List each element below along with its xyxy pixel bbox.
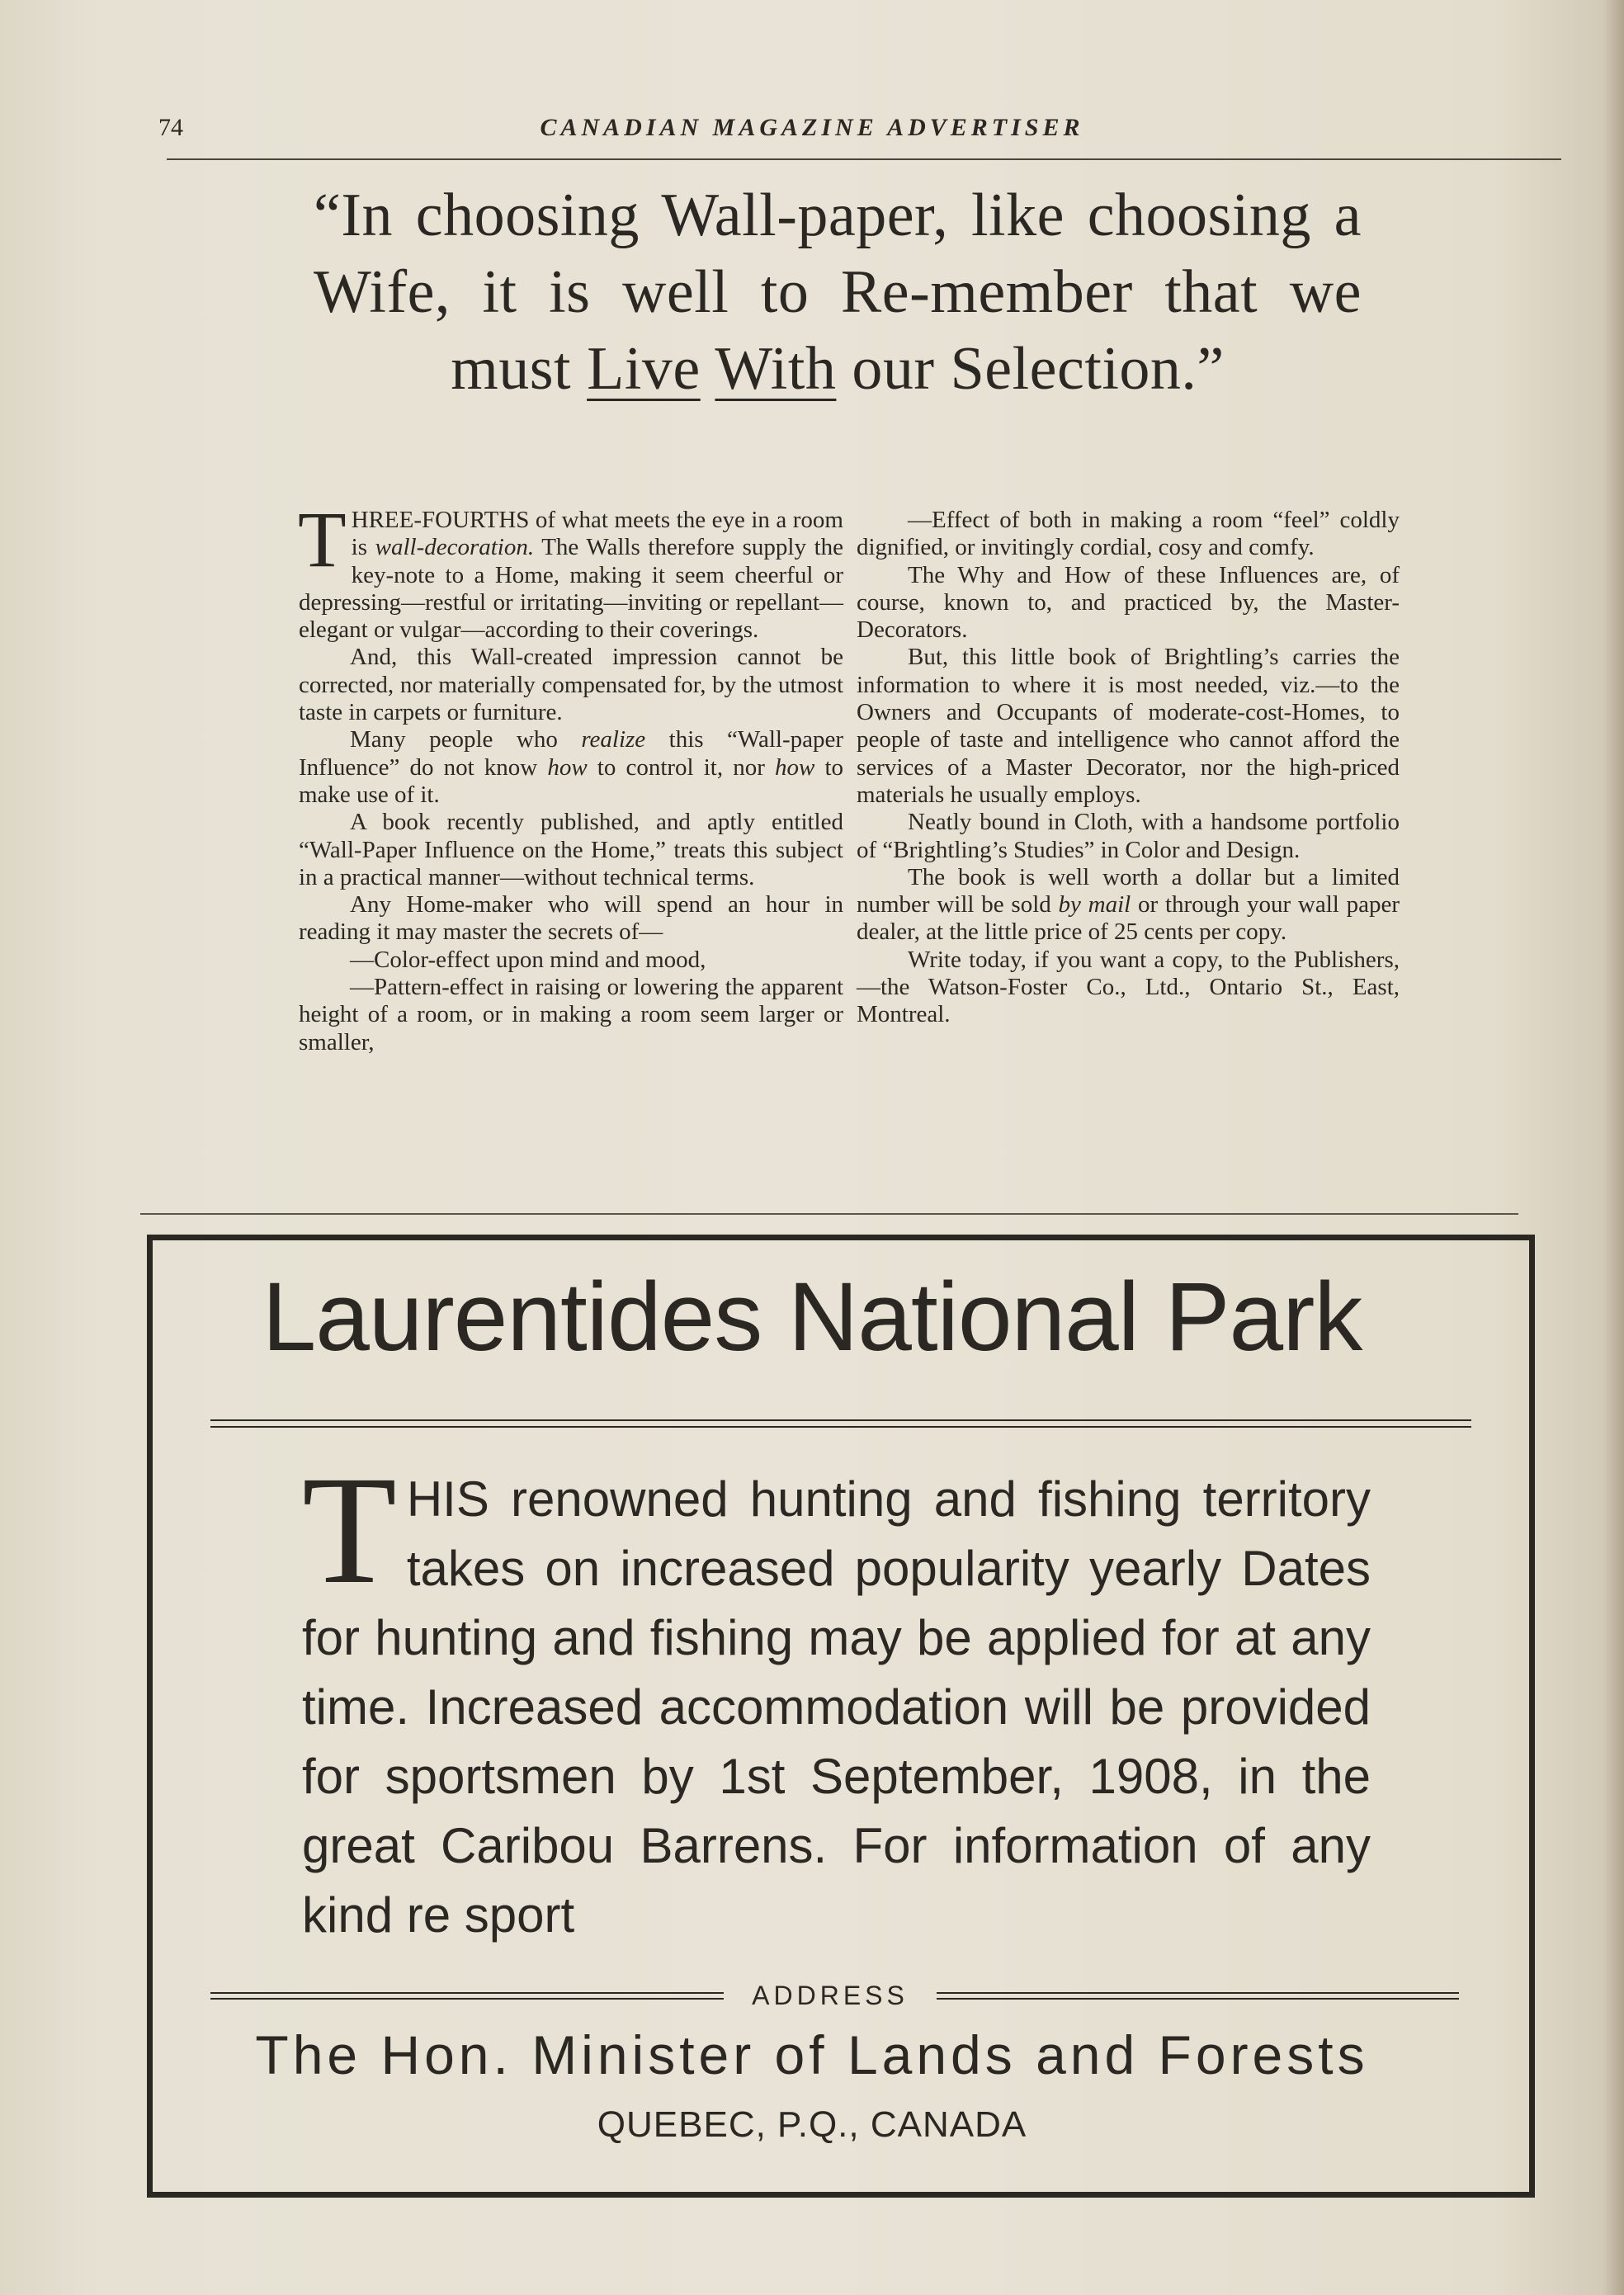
left-p1-emphasis: wall-decoration. — [375, 534, 535, 561]
headline-space — [701, 335, 715, 403]
right-text-column — [857, 507, 1400, 1029]
left-paragraph-1 — [298, 495, 843, 644]
park-ad-body — [302, 1443, 1371, 1950]
left-paragraph-6: —Color-effect upon mind and mood, — [350, 946, 706, 973]
page-edge-shadow — [1603, 0, 1624, 2295]
right-paragraph-3: But, this little book of Brightling’s carries the information to where it is most needed, viz.—to the Owners and Occupants of moderate-cost-Homes, to people of taste and intelligence who cannot afford the services of a Master Decorator, nor the high-priced materials he usually employs. — [857, 644, 1400, 808]
headline-underlined-live: Live — [587, 335, 701, 403]
page-number: 74 — [158, 114, 183, 141]
left-paragraph-5: Any Home-maker who will spend an hour in reading it may master the secrets of— — [299, 891, 843, 946]
left-p3-emphasis-1: realize — [581, 726, 646, 753]
left-p3-text-a: Many people who — [350, 726, 582, 753]
left-text-column — [298, 495, 844, 1056]
right-p5-text-a: The book is well worth a dollar but a limited number will be sold — [857, 863, 1400, 918]
left-p3-emphasis-3: how — [774, 753, 815, 781]
address-divider — [210, 1981, 1459, 2009]
right-paragraph-6: Write today, if you want a copy, to the Publishers,—the Watson-Foster Co., Ltd., Ontario St., East, Montreal. — [857, 946, 1400, 1028]
small-caps-lead: HREE-FOURTHS — [351, 507, 530, 533]
right-paragraph-4: Neatly bound in Cloth, with a handsome portfolio of “Brightling’s Studies” in Color and Design. — [857, 809, 1400, 863]
city-line: QUEBEC, P.Q., CANADA — [597, 2104, 1027, 2145]
running-title: CANADIAN MAGAZINE ADVERTISER — [540, 114, 1084, 141]
park-ad-title: Laurentides National Park — [262, 1263, 1362, 1372]
headline-lead: “In choosing Wall-paper, like choosing a Wife, it is well to Re-member that we must — [314, 182, 1362, 403]
left-paragraph-4: A book recently published, and aptly entitled “Wall-Paper Influence on the Home,” treats this subject in a practical manner—without technical terms. — [299, 809, 843, 890]
headline-underlined-with: With — [715, 335, 837, 403]
header-rule — [167, 158, 1561, 160]
address-rule-right — [937, 1992, 1459, 2000]
wallpaper-headline — [314, 177, 1362, 408]
left-paragraph-7: —Pattern-effect in raising or lowering the apparent height of a room, or in making a room seem larger or smaller, — [299, 974, 843, 1055]
minister-name: The Hon. Minister of Lands and Forests — [255, 2024, 1369, 2085]
right-paragraph-5 — [857, 864, 1400, 947]
right-p5-emphasis: by mail — [1058, 891, 1131, 918]
address-label: ADDRESS — [752, 1981, 909, 2010]
left-p1-text-b: The Walls therefore supply the key-note to a Home, making it seem cheerful or depressing—restful or irritating—inviting or repellant—elegant or vulgar—according to their coverings. — [299, 534, 843, 644]
left-p3-text-b: this “Wall-paper Influence” do not know — [299, 726, 843, 781]
park-body-text: HIS renowned hunting and fishing territory takes on increased popularity yearly Dates for hunting and fishing may be applied for at any time. Increased accommodation will be provided for sportsmen by 1st September, 1908, in the great Caribou Barrens. For information of any kind re sport — [302, 1471, 1371, 1943]
headline-tail: our Selection.” — [836, 335, 1225, 403]
right-paragraph-1: —Effect of both in making a room “feel” coldly dignified, or invitingly cordial, cosy and comfy. — [857, 507, 1400, 561]
left-p3-text-d: to make use of it. — [299, 753, 844, 808]
left-paragraph-2: And, this Wall-created impression cannot be corrected, nor materially compensated for, by the utmost taste in carpets or furniture. — [299, 644, 843, 726]
park-ad-title-rule — [210, 1419, 1471, 1428]
drop-cap-letter: T — [298, 495, 347, 583]
left-p3-text-c: to control it, nor — [587, 753, 775, 781]
left-paragraph-3 — [299, 726, 843, 809]
right-p5-text-b: or through your wall paper dealer, at the little price of 25 cents per copy. — [857, 891, 1400, 946]
right-paragraph-2: The Why and How of these Influences are, of course, known to, and practiced by, the Master-Decorators. — [857, 561, 1400, 644]
section-divider — [140, 1213, 1518, 1215]
left-p1-text-a: of what meets the eye in a room is — [351, 507, 843, 561]
park-drop-cap: T — [302, 1443, 397, 1616]
address-rule-left — [210, 1992, 724, 2000]
left-p3-emphasis-2: how — [547, 753, 588, 781]
